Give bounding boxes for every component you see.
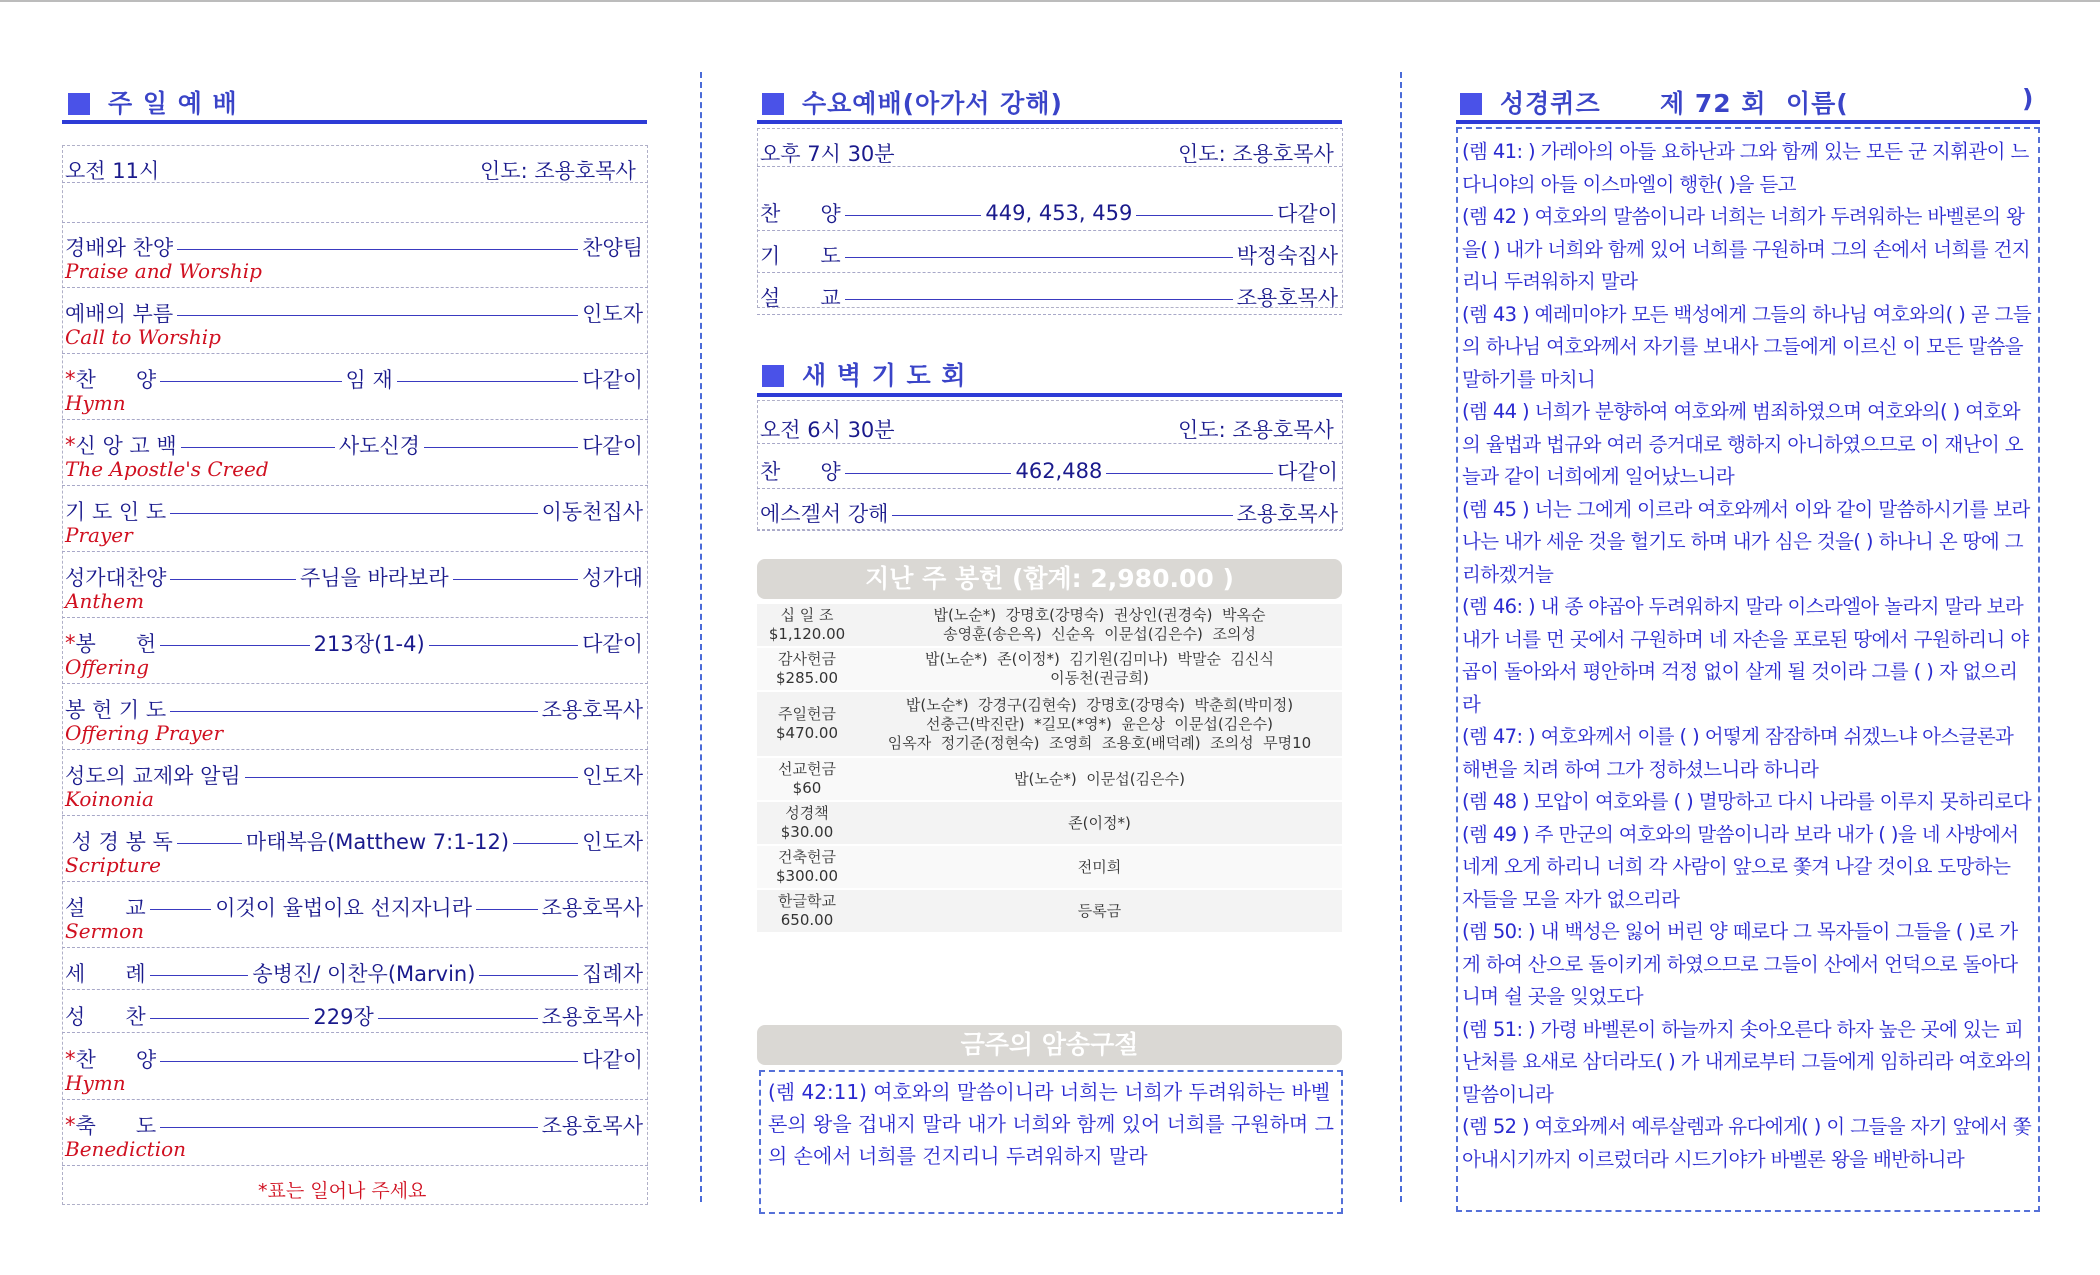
divider [62, 182, 648, 183]
order-item-label: 세 례 [65, 962, 146, 986]
offering-amount: $30.00 [780, 823, 834, 841]
leader-line [160, 1061, 578, 1062]
square-icon [1460, 93, 1482, 115]
divider [62, 881, 648, 882]
quiz-question: (렘 44 ) 너희가 분향하여 여호와께 범죄하였으며 여호와의( ) 여호와의 율법과 법규와 여러 증거대로 행하지 아니하였으므로 이 재난이 오늘과 같이 너희에게 일어났느니라 [1462, 400, 2024, 488]
order-item-label: 성 찬 [65, 1005, 146, 1029]
leader-line [845, 257, 1233, 258]
order-item-label: 설 교 [65, 896, 146, 920]
leader-line [1106, 473, 1273, 474]
quiz-name-label: 이름( [1786, 89, 1849, 118]
offering-category [757, 892, 857, 930]
order-item-detail: 임 재 [345, 368, 393, 392]
offering-donor-line: 밥(노순*) 이문섭(김은수) [1014, 769, 1185, 788]
wednesday-order-row [760, 198, 1338, 228]
column-divider [1400, 72, 1402, 1202]
leader-line [424, 447, 578, 448]
top-border [0, 0, 2100, 2]
leader-line [397, 381, 578, 382]
sunday-title: 주 일 예 배 [68, 84, 238, 120]
sunday-order-row [65, 1001, 643, 1031]
offering-category-name: 한글학교 [778, 892, 836, 910]
offering-category-name: 건축헌금 [778, 848, 836, 866]
divider [62, 551, 648, 552]
leader-line [160, 381, 341, 382]
order-item-person: 조용호목사 [541, 698, 643, 722]
order-item-english: Call to Worship [65, 325, 221, 349]
quiz-title [1460, 84, 2035, 120]
wednesday-time: 오후 7시 30분 [760, 142, 895, 166]
sunday-order-row [65, 232, 643, 262]
order-item-label: 찬 양 [760, 202, 841, 226]
order-item-english: Offering Prayer [65, 721, 224, 745]
order-item-person: 인도자 [582, 302, 643, 326]
quiz-question: (렘 43 ) 예레미야가 모든 백성에게 그들의 하나님 여호와의( ) 곧 그들의 하나님 여호와께서 자기를 보내사 그들에게 이르신 이 모든 말씀을 말하기를 마치니 [1462, 302, 2032, 391]
standing-marker: * [65, 433, 76, 457]
order-item-detail: 462,488 [1015, 459, 1103, 483]
order-item-person: 조용호목사 [541, 896, 644, 920]
square-icon [762, 93, 784, 115]
order-item-english: Prayer [65, 523, 133, 547]
dawn-leader: 인도: 조용호목사 [1178, 418, 1334, 442]
leader-line [453, 579, 579, 580]
dawn-order-row [760, 498, 1338, 528]
divider [757, 166, 1342, 167]
sunday-order-row [65, 958, 643, 988]
standing-marker: * [65, 1113, 76, 1137]
order-item-english: Praise and Worship [65, 259, 262, 283]
title-underline [757, 393, 1342, 397]
offering-donor-line: 송영훈(송은옥) 신순옥 이문섭(김은수) 조의성 [943, 625, 1256, 643]
offering-donor-line: 밥(노순*) 강경구(김현숙) 강명호(강명숙) 박춘희(박미정) [905, 695, 1294, 714]
offering-category-name: 성경책 [785, 804, 829, 822]
order-item-person: 조용호목사 [1236, 502, 1338, 526]
order-item-person: 다같이 [582, 434, 643, 458]
leader-line [845, 215, 982, 216]
sunday-order-row [65, 298, 643, 328]
quiz-name-close: ) [2022, 84, 2035, 113]
dawn-order-row [760, 456, 1338, 486]
divider [757, 314, 1342, 315]
sunday-order-row [65, 892, 643, 922]
divider [757, 488, 1342, 489]
offering-donors [862, 858, 1337, 877]
order-item-person: 조용호목사 [1236, 286, 1338, 310]
offering-donors [862, 814, 1337, 833]
wednesday-order-row [760, 282, 1338, 312]
square-icon [68, 93, 90, 115]
offering-category-name: 십 일 조 [780, 606, 834, 624]
order-item-label: 기 도 [760, 244, 841, 268]
order-item-detail: 이것이 율법이요 선지자니라 [215, 896, 472, 920]
order-item-label: 예배의 부름 [65, 302, 174, 326]
leader-line [177, 249, 578, 250]
order-item-english: Sermon [65, 919, 144, 943]
memory-verse-text: (렘 42:11) 여호와의 말씀이니라 너희는 너희가 두려워하는 바벨론의 왕을 겁내지 말라 내가 너희와 함께 있어 너희를 구원하며 그의 손에서 너희를 건지리니 두려워하지 말라 [768, 1080, 1334, 1168]
order-item-person: 다같이 [1277, 202, 1338, 226]
order-item-label: 봉 헌 [75, 632, 157, 656]
offering-donor-line: 존(이정*) [1068, 813, 1131, 832]
order-item-person: 다같이 [1277, 460, 1339, 484]
offering-donor-line: 임옥자 정기준(정현숙) 조영희 조용호(배덕례) 조의성 무명10 [887, 733, 1312, 752]
offering-category-name: 감사헌금 [778, 650, 836, 668]
offering-category [757, 606, 857, 644]
sunday-order-row [65, 562, 643, 592]
order-item-english: Anthem [65, 589, 145, 613]
order-item-person: 인도자 [582, 830, 644, 854]
order-item-person: 조용호목사 [541, 1114, 643, 1138]
order-item-label: 축 도 [75, 1114, 157, 1138]
order-item-english: Benediction [65, 1137, 187, 1161]
wednesday-title: 수요예배(아가서 강해) [762, 84, 1063, 120]
leader-line [1136, 215, 1273, 216]
order-item-person: 다같이 [582, 1048, 643, 1072]
divider [62, 1032, 648, 1033]
divider [62, 1165, 648, 1166]
leader-line [160, 1127, 537, 1128]
order-item-label: 경배와 찬양 [65, 236, 174, 260]
leader-line [892, 515, 1232, 516]
offering-category-name: 선교헌금 [778, 760, 836, 778]
leader-line [170, 513, 537, 514]
leader-line [181, 447, 335, 448]
offering-category [757, 650, 857, 688]
leader-line [177, 315, 578, 316]
quiz-question: (렘 47: ) 여호와께서 이를 ( ) 어떻게 잠잠하며 쉬겠느냐 아스글론과 해변을 치려 하여 그가 정하셨느니라 하니라 [1462, 725, 2014, 781]
offering-title: 지난 주 봉헌 (합계: 2,980.00 ) [757, 559, 1342, 599]
divider [757, 272, 1342, 273]
order-item-person: 박정숙집사 [1236, 244, 1338, 268]
quiz-question: (렘 51: ) 가령 바벨론이 하늘까지 솟아오른다 하자 높은 곳에 있는 피난처를 요새로 삼더라도( ) 가 내게로부터 그들에게 임하리라 여호와의 말씀이니라 [1462, 1017, 2032, 1106]
offering-donors [862, 770, 1337, 789]
order-item-label: 봉 헌 기 도 [65, 698, 167, 722]
order-item-detail: 213장(1-4) [313, 632, 425, 656]
quiz-question: (렘 45 ) 너는 그에게 이르라 여호와께서 이와 같이 말씀하시기를 보라 나는 내가 세운 것을 헐기도 하며 내가 심은 것을( ) 하나니 온 땅에 그리하겠거늘 [1462, 497, 2030, 586]
sunday-order-row [65, 826, 643, 856]
divider [62, 1099, 648, 1100]
order-item-label: 설 교 [760, 286, 841, 310]
order-item-person: 다같이 [582, 368, 644, 392]
offering-donors [862, 650, 1337, 688]
divider [62, 617, 648, 618]
order-item-person: 찬양팀 [582, 236, 643, 260]
divider [62, 989, 648, 990]
order-item-label: 성도의 교제와 알림 [65, 764, 241, 788]
standing-marker: * [65, 367, 76, 391]
leader-line [429, 645, 578, 646]
offering-donors [862, 902, 1337, 921]
order-item-person: 집례자 [582, 962, 643, 986]
offering-donor-line: 선충근(박진란) *길모(*영*) 윤은상 이문섭(김은수) [925, 714, 1274, 733]
dawn-time: 오전 6시 30분 [760, 418, 895, 442]
sunday-order-row [65, 1110, 643, 1140]
order-item-label: 찬 양 [75, 368, 157, 392]
quiz-question-list [1462, 136, 2032, 1176]
standing-note: *표는 일어나 주세요 [258, 1180, 427, 1202]
order-item-label: 신 앙 고 백 [75, 434, 177, 458]
order-item-label: 에스겔서 강해 [760, 502, 889, 526]
sunday-leader: 인도: 조용호목사 [480, 159, 636, 183]
memory-verse-title: 금주의 암송구절 [757, 1025, 1342, 1065]
order-item-detail: 사도신경 [338, 434, 420, 458]
divider [62, 485, 648, 486]
order-item-label: 성 경 봉 독 [65, 830, 173, 854]
offering-amount: 650.00 [780, 911, 834, 929]
sunday-time: 오전 11시 [65, 159, 160, 183]
order-item-person: 이동천집사 [541, 500, 643, 524]
leader-line [245, 777, 579, 778]
order-item-label: 찬 양 [760, 460, 841, 484]
offering-amount: $470.00 [775, 724, 839, 742]
title-underline [1456, 120, 2040, 124]
standing-marker: * [65, 1047, 76, 1071]
order-item-person: 인도자 [582, 764, 643, 788]
leader-line [150, 975, 249, 976]
sunday-order-row [65, 496, 643, 526]
offering-donor-line: 등록금 [1077, 901, 1122, 920]
quiz-question: (렘 48 ) 모압이 여호와를 ( ) 멸망하고 다시 나라를 이루지 못하리로다 [1462, 790, 2032, 813]
divider [62, 353, 648, 354]
offering-category [757, 705, 857, 743]
offering-donor-line: 이동천(권금희) [1050, 669, 1149, 687]
divider [62, 683, 648, 684]
order-item-detail: 229장 [313, 1005, 374, 1029]
leader-line [177, 843, 242, 844]
leader-line [845, 299, 1233, 300]
sunday-order-row [65, 364, 643, 394]
order-item-english: Koinonia [65, 787, 154, 811]
offering-amount: $300.00 [775, 867, 839, 885]
sunday-order-row [65, 430, 643, 460]
wednesday-leader: 인도: 조용호목사 [1178, 142, 1334, 166]
offering-category [757, 848, 857, 886]
sunday-order-row [65, 1044, 643, 1074]
offering-donors [862, 696, 1337, 753]
standing-marker: * [65, 631, 76, 655]
leader-line [845, 473, 1012, 474]
title-underline [62, 120, 647, 124]
offering-donor-line: 밥(노순*) 존(이정*) 김기원(김미나) 박말순 김신식 [924, 650, 1275, 668]
offering-category [757, 804, 857, 842]
offering-amount: $1,120.00 [768, 625, 846, 643]
divider [62, 287, 648, 288]
order-item-english: Offering [65, 655, 150, 679]
offering-category-name: 주일헌금 [778, 705, 836, 723]
divider [62, 947, 648, 948]
leader-line [378, 1018, 538, 1019]
quiz-question: (렘 42 ) 여호와의 말씀이니라 너희는 너희가 두려워하는 바벨론의 왕을( ) 내가 너희와 함께 있어 너희를 구원하며 그의 손에서 너희를 건지리니 두려워하지 말라 [1462, 205, 2030, 293]
quiz-question: (렘 50: ) 내 백성은 잃어 버린 양 떼로다 그 목자들이 그들을 ( )로 가게 하여 산으로 돌이키게 하였으므로 그들이 산에서 언덕으로 돌아다니며 쉴 곳을 잊었도다 [1462, 920, 2018, 1008]
leader-line [150, 1018, 310, 1019]
divider [757, 443, 1342, 444]
sunday-order-row [65, 694, 643, 724]
order-item-detail: 주님을 바라보라 [299, 566, 449, 590]
quiz-number: 제 72 회 [1660, 89, 1767, 118]
title-underline [757, 120, 1342, 124]
order-item-person: 성가대 [582, 566, 644, 590]
order-item-english: Hymn [65, 1071, 126, 1095]
offering-category [757, 760, 857, 798]
divider [62, 749, 648, 750]
divider [62, 815, 648, 816]
order-item-label: 성가대찬양 [65, 566, 167, 590]
leader-line [476, 909, 538, 910]
column-divider [700, 72, 702, 1202]
divider [757, 530, 1342, 531]
wednesday-order-row [760, 240, 1338, 270]
leader-line [160, 645, 309, 646]
offering-donors [862, 606, 1337, 644]
dawn-title: 새 벽 기 도 회 [762, 356, 967, 392]
order-item-detail: 송병진/ 이찬우(Marvin) [252, 962, 476, 986]
order-item-detail: 마태복음(Matthew 7:1-12) [245, 830, 510, 854]
sunday-order-row [65, 760, 643, 790]
order-item-detail: 449, 453, 459 [985, 201, 1133, 225]
quiz-question: (렘 41: ) 가레아의 아들 요하난과 그와 함께 있는 모든 군 지휘관이 느다니야의 아들 이스마엘이 행한( )을 듣고 [1462, 140, 2029, 196]
divider [62, 419, 648, 420]
order-item-person: 다같이 [582, 632, 644, 656]
leader-line [150, 909, 212, 910]
divider [62, 222, 648, 223]
offering-amount: $60 [792, 779, 822, 797]
quiz-question: (렘 46: ) 내 종 야곱아 두려워하지 말라 이스라엘아 놀라지 말라 보라 내가 너를 먼 곳에서 구원하며 네 자손을 포로된 땅에서 구원하리니 야곱이 돌아와서 평안하며 걱정 없이 살게 될 것이라 그를 ( ) 자 없으리라 [1462, 595, 2029, 716]
square-icon [762, 365, 784, 387]
offering-amount: $285.00 [775, 669, 839, 687]
leader-line [513, 843, 578, 844]
order-item-label: 찬 양 [75, 1048, 157, 1072]
offering-donor-line: 전미희 [1077, 857, 1122, 876]
quiz-question: (렘 52 ) 여호와께서 예루살렘과 유다에게( ) 이 그들을 자기 앞에서 쫓아내시기까지 이르렀더라 시드기야가 바벨론 왕을 배반하니라 [1462, 1115, 2032, 1171]
leader-line [170, 711, 537, 712]
quiz-label: 성경퀴즈 [1500, 89, 1601, 118]
divider [757, 230, 1342, 231]
sunday-order-row [65, 628, 643, 658]
order-item-person: 조용호목사 [541, 1005, 643, 1029]
order-item-english: The Apostle's Creed [65, 457, 269, 481]
order-item-english: Scripture [65, 853, 161, 877]
leader-line [170, 579, 296, 580]
leader-line [479, 975, 578, 976]
offering-donor-line: 밥(노순*) 강명호(강명숙) 권상인(권경숙) 박옥순 [933, 606, 1266, 624]
order-item-label: 기 도 인 도 [65, 500, 167, 524]
order-item-english: Hymn [65, 391, 126, 415]
quiz-question: (렘 49 ) 주 만군의 여호와의 말씀이니라 보라 내가 ( )을 네 사방에서 네게 오게 하리니 너희 각 사람이 앞으로 쫓겨 나갈 것이요 도망하는 자들을 모을 자가 없으리라 [1462, 822, 2019, 911]
